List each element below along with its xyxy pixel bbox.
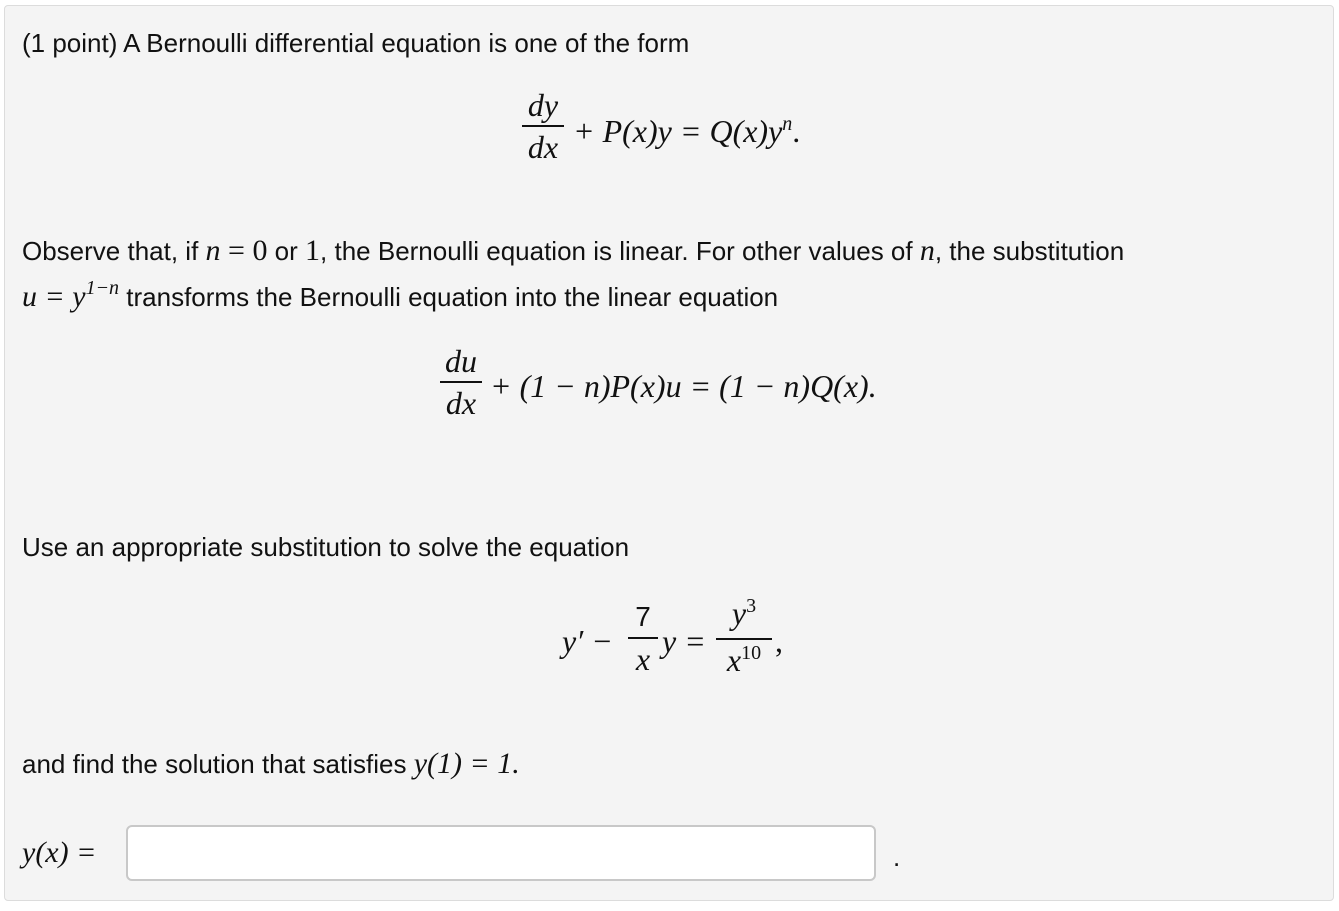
eq1-fraction	[522, 88, 564, 164]
eq3-mid: y =	[662, 623, 706, 659]
answer-input[interactable]	[126, 825, 876, 881]
eq1-exponent: n	[782, 113, 793, 135]
para2-line1	[22, 236, 1124, 266]
eq1-period: .	[792, 113, 801, 149]
eq3-fraction1	[628, 600, 658, 676]
para2-eq: =	[220, 234, 253, 267]
eq1-numerator: dy	[527, 87, 559, 123]
eq3-f1-denominator: x	[635, 641, 651, 677]
eq1-fraction-bar	[522, 125, 564, 127]
para2-t4: transforms the Bernoulli equation into the linear equation	[119, 282, 779, 312]
eq3-f2-numerator	[716, 596, 772, 635]
para2-eq-y: = y	[37, 280, 86, 313]
para2-zero: 0	[252, 234, 268, 267]
answer-label	[22, 838, 96, 868]
eq2-rhs: + (1 − n)P(x)u = (1 − n)Q(x).	[490, 368, 877, 404]
para2-t3: , the substitution	[934, 236, 1125, 266]
eq3-f1-bar	[628, 637, 658, 639]
eq3-f2-bar	[716, 638, 772, 640]
para4-line	[22, 749, 520, 779]
eq2-denominator: dx	[445, 385, 477, 421]
para2-t1: Observe that, if	[22, 236, 206, 266]
eq3-comma: ,	[775, 623, 783, 659]
eq3-lhs: y′ −	[562, 623, 613, 659]
para4-condition: y(1) = 1.	[413, 747, 520, 780]
para2-n2: n	[919, 234, 935, 267]
eq3-f2-num-base: y	[731, 595, 747, 631]
para2-exponent: 1−n	[85, 277, 120, 299]
eq2-fraction	[440, 344, 482, 420]
eq1-denominator: dx	[527, 129, 559, 165]
eq3-f2-denominator	[716, 643, 772, 682]
para2-t2: , the Bernoulli equation is linear. For other values of	[320, 236, 920, 266]
eq2-numerator: du	[445, 343, 477, 379]
para2-line2	[22, 277, 779, 315]
eq1-rhs	[573, 113, 800, 150]
eq3-fraction2	[716, 596, 772, 682]
eq3-f1-numerator: 7	[635, 601, 651, 632]
answer-label-text: y(x) =	[22, 836, 97, 869]
eq3-f2-den-base: x	[726, 642, 742, 678]
eq1-rhs-text: + P(x)y = Q(x)y	[573, 113, 783, 149]
para2-one: 1	[305, 234, 321, 267]
intro-text: (1 point) A Bernoulli differential equation is one of the form	[22, 28, 690, 58]
eq3-f2-den-exp: 10	[741, 642, 762, 664]
para2-u: u	[22, 280, 37, 313]
para4-text: and find the solution that satisfies	[22, 749, 414, 779]
eq3-f2-num-exp: 3	[746, 595, 757, 617]
para2-n: n	[205, 234, 221, 267]
para3-text: Use an appropriate substitution to solve the equation	[22, 532, 630, 562]
eq2-fraction-bar	[440, 381, 482, 383]
para2-or: or	[267, 236, 306, 266]
answer-period: .	[893, 842, 901, 872]
